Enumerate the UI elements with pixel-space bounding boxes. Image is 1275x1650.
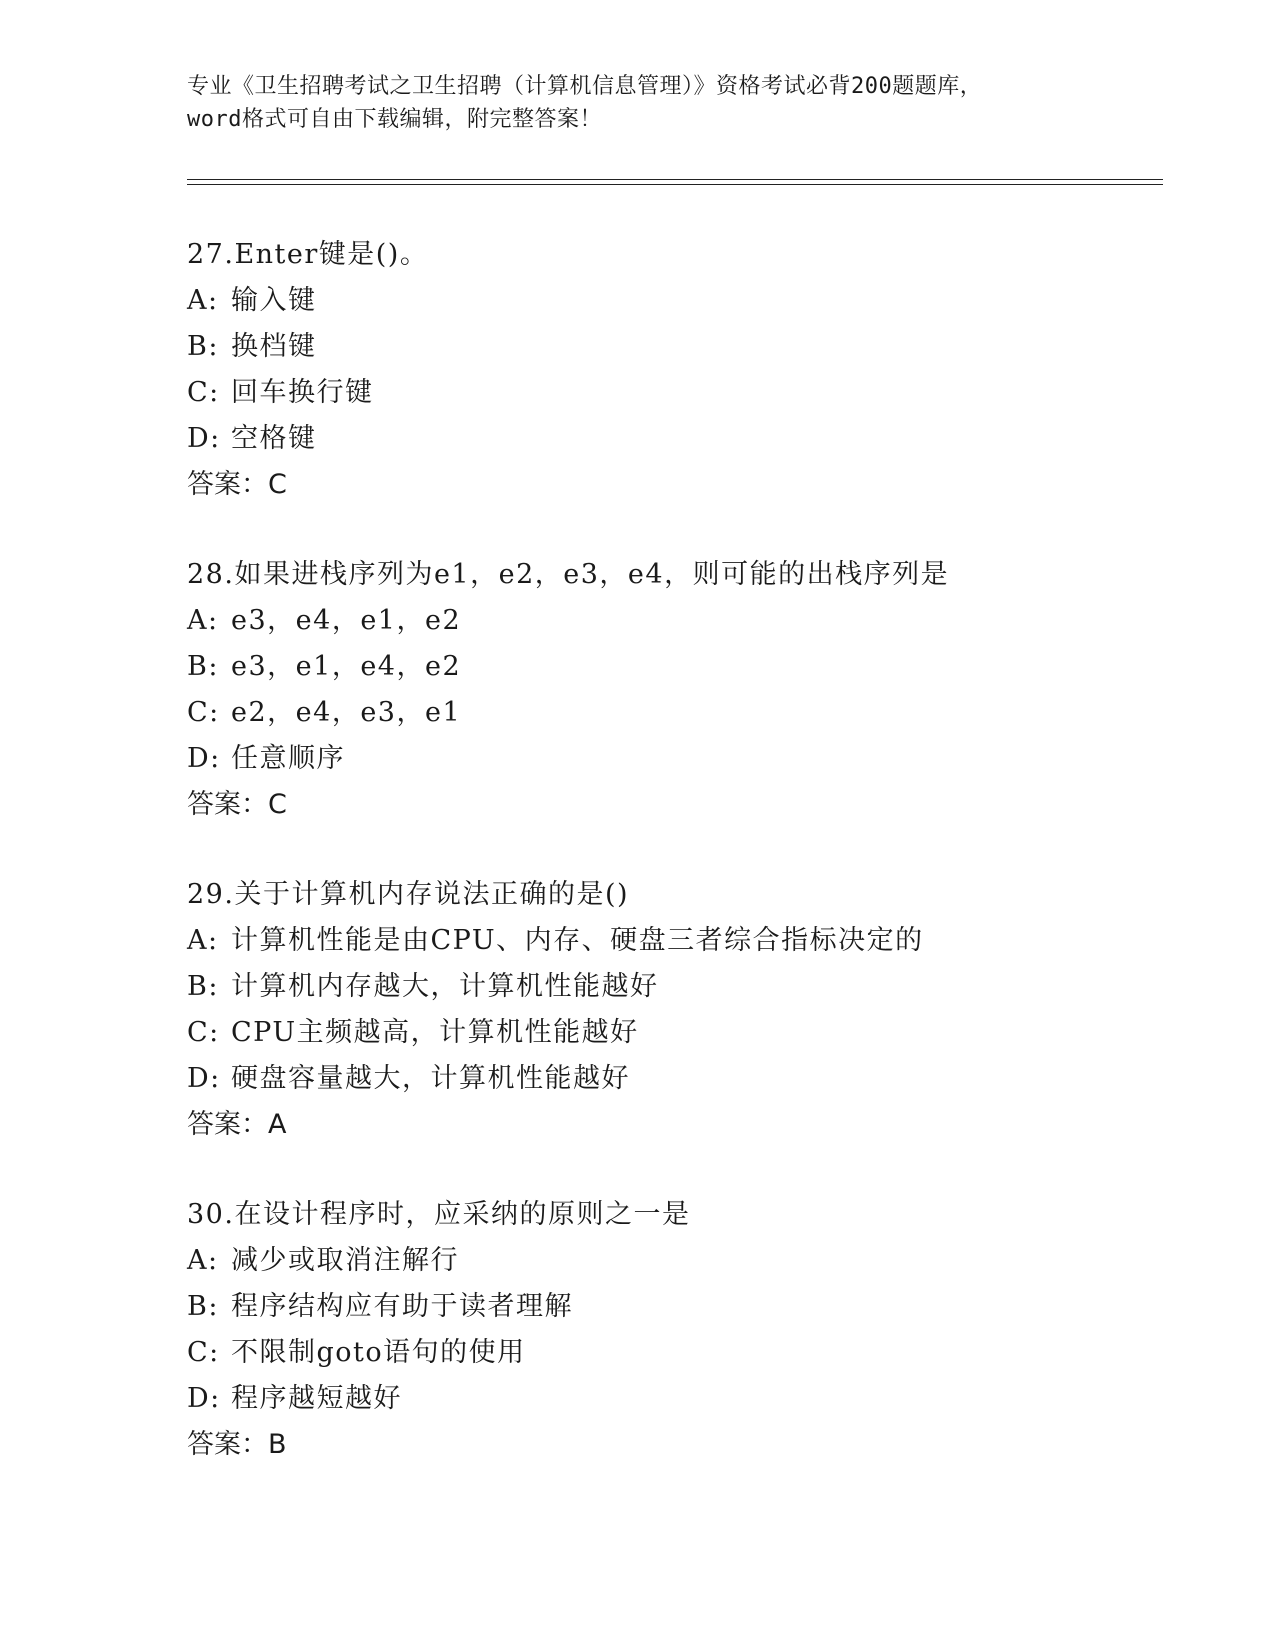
option-letter: D: [187,743,221,774]
option-text: 任意顺序 [231,743,345,774]
option-d [187,736,1187,782]
option-letter: C: [187,1337,220,1368]
header-line-1: 专业《卫生招聘考试之卫生招聘（计算机信息管理）》资格考试必背200题题库， [187,74,983,99]
option-letter: A: [187,1245,219,1276]
question-28 [187,552,1187,828]
option-b [187,1284,1187,1330]
option-text: 换档键 [231,331,317,362]
option-text: 计算机性能是由CPU、内存、硬盘三者综合指标决定的 [231,925,924,956]
option-d [187,416,1187,462]
question-text: 28.如果进栈序列为e1，e2，e3，e4，则可能的出栈序列是 [187,559,950,590]
option-letter: A: [187,285,219,316]
option-letter: D: [187,423,221,454]
option-letter: B: [187,331,219,362]
question-30 [187,1192,1187,1468]
option-d [187,1376,1187,1422]
option-letter: D: [187,1063,221,1094]
option-a [187,278,1187,324]
option-c [187,1010,1187,1056]
option-letter: B: [187,1291,219,1322]
option-letter: C: [187,377,220,408]
option-letter: B: [187,971,219,1002]
option-text: 输入键 [231,285,317,316]
question-text: 29.关于计算机内存说法正确的是() [187,879,630,910]
option-letter: B: [187,651,219,682]
answer-line: 答案：B [187,1429,287,1460]
option-b [187,644,1187,690]
option-a [187,598,1187,644]
answer-line: 答案：C [187,469,287,500]
question-29 [187,872,1187,1148]
header-divider-bottom [187,184,1163,185]
option-text: 计算机内存越大，计算机性能越好 [231,971,659,1002]
question-list [187,232,1187,1512]
option-text: e2，e4，e3，e1 [231,697,462,728]
option-letter: D: [187,1383,221,1414]
header-divider-top [187,179,1163,180]
document-header [187,70,1087,136]
option-text: 程序结构应有助于读者理解 [231,1291,573,1322]
option-b [187,964,1187,1010]
option-c [187,370,1187,416]
answer-line: 答案：C [187,789,287,820]
option-text: 程序越短越好 [231,1383,402,1414]
option-letter: C: [187,697,220,728]
option-letter: C: [187,1017,220,1048]
option-text: 空格键 [231,423,317,454]
option-text: CPU主频越高，计算机性能越好 [231,1017,639,1048]
option-text: 回车换行键 [231,377,374,408]
option-text: e3，e4，e1，e2 [231,605,462,636]
option-d [187,1056,1187,1102]
option-b [187,324,1187,370]
option-letter: A: [187,605,219,636]
answer-line: 答案：A [187,1109,287,1140]
option-c [187,1330,1187,1376]
question-text: 30.在设计程序时，应采纳的原则之一是 [187,1199,691,1230]
option-a [187,918,1187,964]
question-27 [187,232,1187,508]
option-c [187,690,1187,736]
option-text: e3，e1，e4，e2 [231,651,462,682]
option-a [187,1238,1187,1284]
option-letter: A: [187,925,219,956]
question-text: 27.Enter键是()。 [187,239,429,270]
header-line-2: word格式可自由下载编辑，附完整答案！ [187,107,602,132]
option-text: 不限制goto语句的使用 [231,1337,526,1368]
option-text: 硬盘容量越大，计算机性能越好 [231,1063,630,1094]
option-text: 减少或取消注解行 [231,1245,459,1276]
